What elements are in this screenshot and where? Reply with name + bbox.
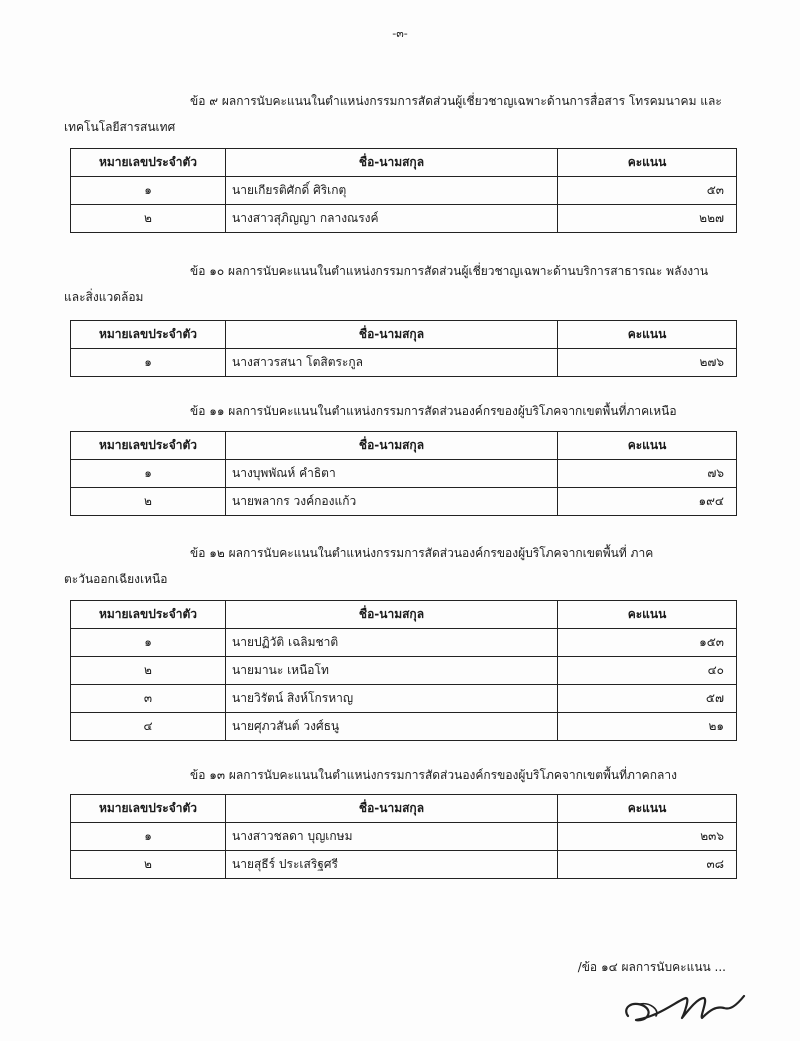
column-header-id: หมายเลขประจำตัว	[71, 321, 226, 349]
column-header-score: คะแนน	[558, 149, 737, 177]
table-header-row	[71, 321, 737, 349]
column-header-name: ชื่อ-นามสกุล	[226, 601, 558, 629]
table-row	[71, 177, 737, 205]
cell-id: ๒	[71, 851, 226, 879]
section-heading-line: และสิ่งแวดล้อม	[64, 290, 144, 304]
cell-name: นางสาวรสนา โตสิตระกูล	[226, 349, 558, 377]
continuation-note: /ข้อ ๑๔ ผลการนับคะแนน ...	[577, 960, 726, 974]
cell-name: นายปฏิวัติ เฉลิมชาติ	[226, 629, 558, 657]
section-9-heading	[64, 88, 736, 140]
column-header-name: ชื่อ-นามสกุล	[226, 795, 558, 823]
cell-score: ๕๓	[558, 177, 737, 205]
cell-score: ๗๖	[558, 460, 737, 488]
cell-id: ๒	[71, 657, 226, 685]
cell-id: ๓	[71, 685, 226, 713]
section-heading-line: ตะวันออกเฉียงเหนือ	[64, 572, 168, 586]
table-row	[71, 205, 737, 233]
cell-id: ๑	[71, 177, 226, 205]
cell-score: ๒๒๗	[558, 205, 737, 233]
table-row	[71, 460, 737, 488]
cell-id: ๑	[71, 460, 226, 488]
cell-name: นายเกียรติศักดิ์ ศิริเกตุ	[226, 177, 558, 205]
cell-score: ๕๗	[558, 685, 737, 713]
cell-score: ๒๑	[558, 713, 737, 741]
cell-id: ๒	[71, 488, 226, 516]
column-header-id: หมายเลขประจำตัว	[71, 795, 226, 823]
table-row	[71, 823, 737, 851]
cell-id: ๒	[71, 205, 226, 233]
table-row	[71, 488, 737, 516]
section-heading-line: ข้อ ๑๓ ผลการนับคะแนนในตำแหน่งกรรมการสัดส่วนองค์กรของผู้บริโภคจากเขตพื้นที่ภาคกลาง	[190, 768, 677, 782]
cell-name: นางบุพพัณห์ คำธิตา	[226, 460, 558, 488]
section-13-table	[70, 794, 737, 879]
section-9-table	[70, 148, 737, 233]
table-row	[71, 685, 737, 713]
cell-score: ๔๐	[558, 657, 737, 685]
section-11-heading	[64, 398, 736, 424]
cell-name: นางสาวชลดา บุญเกษม	[226, 823, 558, 851]
page-number: -๓-	[392, 27, 408, 40]
column-header-score: คะแนน	[558, 432, 737, 460]
column-header-id: หมายเลขประจำตัว	[71, 432, 226, 460]
cell-score: ๑๕๓	[558, 629, 737, 657]
cell-score: ๒๗๖	[558, 349, 737, 377]
column-header-score: คะแนน	[558, 321, 737, 349]
column-header-name: ชื่อ-นามสกุล	[226, 321, 558, 349]
cell-name: นายศุภวสันต์ วงศ์ธนู	[226, 713, 558, 741]
table-header-row	[71, 432, 737, 460]
column-header-score: คะแนน	[558, 601, 737, 629]
section-11-table	[70, 431, 737, 516]
column-header-name: ชื่อ-นามสกุล	[226, 149, 558, 177]
cell-id: ๑	[71, 349, 226, 377]
cell-id: ๑	[71, 629, 226, 657]
table-header-row	[71, 601, 737, 629]
table-row	[71, 629, 737, 657]
section-10-table	[70, 320, 737, 377]
section-heading-line: เทคโนโลยีสารสนเทศ	[64, 120, 176, 134]
cell-score: ๓๘	[558, 851, 737, 879]
table-header-row	[71, 149, 737, 177]
cell-name: นายสุธีร์ ประเสริฐศรี	[226, 851, 558, 879]
table-row	[71, 657, 737, 685]
section-12-table	[70, 600, 737, 741]
signature-mark	[620, 986, 750, 1028]
table-row	[71, 851, 737, 879]
cell-id: ๔	[71, 713, 226, 741]
section-heading-line: ข้อ ๑๐ ผลการนับคะแนนในตำแหน่งกรรมการสัดส่วนผู้เชี่ยวชาญเฉพาะด้านบริการสาธารณะ พลังงาน	[190, 264, 709, 278]
table-row	[71, 349, 737, 377]
section-12-heading	[64, 540, 736, 592]
cell-name: นายพลากร วงค์กองแก้ว	[226, 488, 558, 516]
section-heading-line: ข้อ ๑๑ ผลการนับคะแนนในตำแหน่งกรรมการสัดส่วนองค์กรของผู้บริโภคจากเขตพื้นที่ภาคเหนือ	[190, 404, 677, 418]
cell-name: นางสาวสุภิญญา กลางณรงค์	[226, 205, 558, 233]
cell-score: ๒๓๖	[558, 823, 737, 851]
section-heading-line: ข้อ ๙ ผลการนับคะแนนในตำแหน่งกรรมการสัดส่วนผู้เชี่ยวชาญเฉพาะด้านการสื่อสาร โทรคมนาคม และ	[190, 94, 722, 108]
column-header-id: หมายเลขประจำตัว	[71, 149, 226, 177]
column-header-id: หมายเลขประจำตัว	[71, 601, 226, 629]
column-header-score: คะแนน	[558, 795, 737, 823]
table-row	[71, 713, 737, 741]
table-header-row	[71, 795, 737, 823]
cell-id: ๑	[71, 823, 226, 851]
section-heading-line: ข้อ ๑๒ ผลการนับคะแนนในตำแหน่งกรรมการสัดส่วนองค์กรของผู้บริโภคจากเขตพื้นที่ ภาค	[190, 546, 654, 560]
cell-score: ๑๙๔	[558, 488, 737, 516]
section-13-heading	[64, 762, 736, 788]
cell-name: นายวิรัตน์ สิงห์โกรหาญ	[226, 685, 558, 713]
section-10-heading	[64, 258, 736, 310]
cell-name: นายมานะ เหนือโท	[226, 657, 558, 685]
column-header-name: ชื่อ-นามสกุล	[226, 432, 558, 460]
